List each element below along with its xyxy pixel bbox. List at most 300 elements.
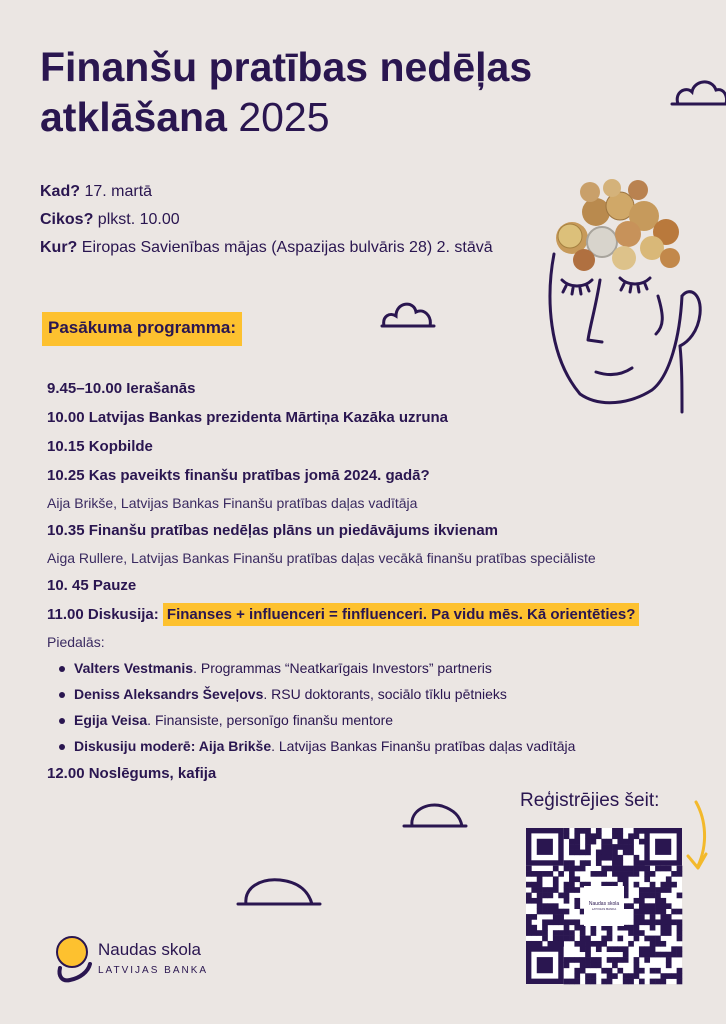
qr-module <box>655 952 661 958</box>
qr-module <box>553 919 559 925</box>
qr-module <box>607 957 613 963</box>
qr-module <box>639 903 645 909</box>
qr-module <box>558 893 564 899</box>
qr-module <box>548 871 554 877</box>
qr-module <box>677 893 683 899</box>
qr-module <box>634 962 640 968</box>
qr-module <box>531 898 537 904</box>
info-when: Kad? 17. martā <box>40 183 153 200</box>
qr-module <box>612 860 618 866</box>
qr-module <box>655 898 661 904</box>
qr-module <box>537 930 543 936</box>
qr-module <box>671 882 677 888</box>
qr-module <box>585 952 591 958</box>
qr-module <box>612 871 618 877</box>
info-place: Kur? Eiropas Savienības mājas (Aspazijas bulvāris 28) 2. stāvā <box>40 239 493 256</box>
qr-module <box>596 941 602 947</box>
qr-module <box>660 925 666 931</box>
qr-module <box>553 882 559 888</box>
qr-module <box>569 936 575 942</box>
qr-module <box>564 962 570 968</box>
qr-finder <box>537 839 553 855</box>
qr-module <box>650 871 656 877</box>
qr-module <box>655 893 661 899</box>
qr-module <box>564 887 570 893</box>
bullet-icon <box>59 744 65 750</box>
qr-module <box>526 941 532 947</box>
coin-logo-icon <box>54 934 94 984</box>
qr-module <box>650 909 656 915</box>
qr-module <box>580 941 586 947</box>
qr-module <box>639 828 645 834</box>
qr-module <box>585 860 591 866</box>
qr-module <box>634 936 640 942</box>
qr-module <box>612 957 618 963</box>
qr-module <box>564 957 570 963</box>
qr-module <box>580 860 586 866</box>
qr-module <box>580 930 586 936</box>
qr-module <box>548 887 554 893</box>
qr-module <box>639 979 645 985</box>
qr-module <box>612 866 618 872</box>
qr-module <box>526 871 532 877</box>
qr-module <box>639 946 645 952</box>
qr-module <box>644 909 650 915</box>
participant: Diskusiju moderē: Aija Brikše. Latvijas Bankas Finanšu pratības daļas vadītāja <box>59 733 697 759</box>
qr-module <box>574 839 580 845</box>
qr-module <box>655 866 661 872</box>
event-info <box>40 178 493 262</box>
qr-module <box>537 909 543 915</box>
qr-module <box>634 871 640 877</box>
qr-module <box>650 941 656 947</box>
qr-module <box>596 828 602 834</box>
qr-module <box>548 893 554 899</box>
qr-module <box>537 941 543 947</box>
qr-module <box>623 946 629 952</box>
qr-module <box>677 866 683 872</box>
qr-module <box>596 833 602 839</box>
qr-module <box>526 930 532 936</box>
qr-module <box>650 946 656 952</box>
qr-module <box>644 952 650 958</box>
qr-module <box>601 871 607 877</box>
program-item: 10.35 Finanšu pratības nedēļas plāns un piedāvājums ikvienam <box>47 522 499 539</box>
qr-module <box>574 903 580 909</box>
qr-module <box>574 973 580 979</box>
qr-module <box>553 866 559 872</box>
qr-module <box>628 973 634 979</box>
program-item: 9.45–10.00 Ierašanās <box>47 380 196 397</box>
qr-center-logo: Naudas skola LATVIJAS BANKA <box>584 886 624 926</box>
qr-module <box>591 833 597 839</box>
qr-module <box>531 930 537 936</box>
qr-module <box>585 844 591 850</box>
qr-module <box>585 941 591 947</box>
qr-module <box>580 968 586 974</box>
qr-module <box>655 979 661 985</box>
qr-module <box>639 860 645 866</box>
qr-module <box>564 936 570 942</box>
qr-module <box>537 871 543 877</box>
qr-module <box>639 839 645 845</box>
qr-module <box>553 903 559 909</box>
qr-module <box>617 946 623 952</box>
qr-module <box>639 893 645 899</box>
qr-module <box>628 833 634 839</box>
qr-module <box>639 887 645 893</box>
info-time: Cikos? plkst. 10.00 <box>40 211 180 228</box>
qr-module <box>612 850 618 856</box>
qr-module <box>574 979 580 985</box>
qr-module <box>623 866 629 872</box>
qr-module <box>558 871 564 877</box>
qr-module <box>531 871 537 877</box>
qr-module <box>564 893 570 899</box>
qr-module <box>660 979 666 985</box>
qr-module <box>639 930 645 936</box>
qr-module <box>617 968 623 974</box>
qr-module <box>569 957 575 963</box>
qr-module <box>526 914 532 920</box>
participant: Deniss Aleksandrs Ševeļovs. RSU doktorants, sociālo tīklu pētnieks <box>59 681 697 707</box>
qr-module <box>548 903 554 909</box>
qr-module <box>607 866 613 872</box>
qr-module <box>634 925 640 931</box>
qr-module <box>553 941 559 947</box>
cloud-icon <box>670 74 726 108</box>
qr-module <box>644 876 650 882</box>
qr-module <box>650 979 656 985</box>
qr-module <box>623 850 629 856</box>
qr-module <box>553 936 559 942</box>
qr-module <box>660 919 666 925</box>
qr-module <box>639 909 645 915</box>
program-item: 12.00 Noslēgums, kafija <box>47 765 217 782</box>
qr-module <box>569 979 575 985</box>
qr-module <box>634 957 640 963</box>
qr-module <box>526 893 532 899</box>
qr-module <box>644 946 650 952</box>
qr-module <box>607 968 613 974</box>
qr-module <box>574 876 580 882</box>
naudas-skola-logo <box>54 934 254 984</box>
qr-module <box>564 866 570 872</box>
logo-subtitle: LATVIJAS BANKA <box>98 965 209 976</box>
qr-module <box>585 973 591 979</box>
qr-module <box>574 957 580 963</box>
qr-module <box>677 936 683 942</box>
qr-module <box>531 925 537 931</box>
qr-module <box>542 925 548 931</box>
bullet-icon <box>59 718 65 724</box>
qr-module <box>671 973 677 979</box>
qr-module <box>548 941 554 947</box>
qr-module <box>569 871 575 877</box>
qr-module <box>591 962 597 968</box>
qr-module <box>574 968 580 974</box>
qr-module <box>634 833 640 839</box>
participant: Egija Veisa. Finansiste, personīgo finanšu mentore <box>59 707 697 733</box>
qr-module <box>607 936 613 942</box>
qr-module <box>601 941 607 947</box>
qr-module <box>601 936 607 942</box>
qr-module <box>596 871 602 877</box>
qr-module <box>601 979 607 985</box>
qr-module <box>553 909 559 915</box>
qr-module <box>628 941 634 947</box>
qr-module <box>666 919 672 925</box>
qr-module <box>660 898 666 904</box>
qr-module <box>574 925 580 931</box>
qr-module <box>607 855 613 861</box>
qr-module <box>601 850 607 856</box>
qr-module <box>558 919 564 925</box>
discussion-topic: Finanses + influenceri = finfluenceri. Pa vidu mēs. Kā orientēties? <box>163 603 639 626</box>
qr-module <box>644 893 650 899</box>
qr-module <box>574 828 580 834</box>
qr-module <box>548 909 554 915</box>
qr-module <box>537 893 543 899</box>
qr-module <box>585 850 591 856</box>
qr-module <box>644 903 650 909</box>
qr-module <box>569 919 575 925</box>
qr-module <box>574 941 580 947</box>
register-label: Reģistrējies šeit: <box>520 790 660 811</box>
qr-module <box>591 839 597 845</box>
qr-module <box>526 866 532 872</box>
qr-module <box>660 882 666 888</box>
qr-module <box>596 860 602 866</box>
qr-module <box>617 855 623 861</box>
qr-module <box>666 903 672 909</box>
qr-module <box>617 833 623 839</box>
qr-module <box>623 871 629 877</box>
program-list <box>47 374 697 788</box>
qr-module <box>644 957 650 963</box>
qr-module <box>634 909 640 915</box>
qr-module <box>569 930 575 936</box>
qr-module <box>526 919 532 925</box>
qr-module <box>569 887 575 893</box>
cloud-icon <box>402 800 468 830</box>
qr-module <box>617 866 623 872</box>
qr-module <box>650 882 656 888</box>
qr-module <box>617 876 623 882</box>
qr-module <box>634 968 640 974</box>
program-speaker: Aiga Rullere, Latvijas Bankas Finanšu pratības daļas vecākā finanšu pratības speciāliste <box>47 550 596 566</box>
qr-module <box>585 957 591 963</box>
qr-module <box>639 968 645 974</box>
qr-module <box>617 828 623 834</box>
qr-module <box>591 871 597 877</box>
qr-module <box>569 860 575 866</box>
qr-module <box>542 936 548 942</box>
qr-module <box>574 844 580 850</box>
participant: Valters Vestmanis. Programmas “Neatkarīgais Investors” partneris <box>59 655 697 681</box>
qr-module <box>666 914 672 920</box>
qr-module <box>617 957 623 963</box>
program-item: 10.00 Latvijas Bankas prezidenta Mārtiņa Kazāka uzruna <box>47 409 448 426</box>
qr-module <box>655 919 661 925</box>
qr-module <box>607 839 613 845</box>
qr-module <box>574 833 580 839</box>
qr-module <box>666 866 672 872</box>
qr-module <box>628 844 634 850</box>
qr-module <box>634 898 640 904</box>
bullet-icon <box>59 666 65 672</box>
page-title <box>40 42 600 142</box>
program-item: 10.25 Kas paveikts finanšu pratības jomā 2024. gadā? <box>47 467 430 484</box>
qr-module <box>634 930 640 936</box>
qr-module <box>677 946 683 952</box>
qr-module <box>677 871 683 877</box>
qr-module <box>655 909 661 915</box>
qr-module <box>612 828 618 834</box>
qr-module <box>660 909 666 915</box>
qr-module <box>531 887 537 893</box>
cloud-icon <box>380 298 436 330</box>
qr-module <box>591 930 597 936</box>
qr-module <box>607 979 613 985</box>
qr-module <box>655 936 661 942</box>
qr-module <box>650 887 656 893</box>
qr-module <box>596 850 602 856</box>
qr-module <box>601 839 607 845</box>
qr-module <box>580 936 586 942</box>
qr-module <box>628 979 634 985</box>
qr-module <box>580 850 586 856</box>
qr-module <box>612 962 618 968</box>
logo-name: Naudas skola <box>98 940 202 959</box>
qr-module <box>601 844 607 850</box>
qr-module <box>639 866 645 872</box>
qr-module <box>660 914 666 920</box>
qr-module <box>623 952 629 958</box>
qr-module <box>585 962 591 968</box>
qr-module <box>574 898 580 904</box>
qr-module <box>655 887 661 893</box>
qr-module <box>644 866 650 872</box>
qr-module <box>596 946 602 952</box>
qr-module <box>601 855 607 861</box>
qr-module <box>580 866 586 872</box>
qr-module <box>553 876 559 882</box>
qr-module <box>526 898 532 904</box>
qr-module <box>569 882 575 888</box>
qr-module <box>537 898 543 904</box>
qr-module <box>623 973 629 979</box>
qr-module <box>564 833 570 839</box>
qr-module <box>623 979 629 985</box>
qr-module <box>558 909 564 915</box>
qr-module <box>660 941 666 947</box>
qr-module <box>666 930 672 936</box>
qr-module <box>580 946 586 952</box>
qr-module <box>644 871 650 877</box>
qr-module <box>591 973 597 979</box>
qr-module <box>537 903 543 909</box>
qr-module <box>580 962 586 968</box>
qr-module <box>671 919 677 925</box>
qr-module <box>591 957 597 963</box>
qr-module <box>585 936 591 942</box>
qr-module <box>537 876 543 882</box>
qr-module <box>650 925 656 931</box>
program-speaker: Aija Brikše, Latvijas Bankas Finanšu pratības daļas vadītāja <box>47 495 418 511</box>
qr-module <box>612 844 618 850</box>
qr-module <box>628 925 634 931</box>
qr-module <box>634 914 640 920</box>
qr-module <box>553 887 559 893</box>
qr-module <box>526 882 532 888</box>
qr-module <box>569 876 575 882</box>
qr-finder <box>537 957 553 973</box>
qr-module <box>569 839 575 845</box>
qr-module <box>677 968 683 974</box>
qr-module <box>655 903 661 909</box>
qr-module <box>650 952 656 958</box>
qr-module <box>677 919 683 925</box>
registration-qr-code[interactable] <box>526 828 682 984</box>
qr-module <box>542 930 548 936</box>
qr-module <box>628 871 634 877</box>
bullet-icon <box>59 692 65 698</box>
qr-module <box>660 952 666 958</box>
qr-module <box>548 919 554 925</box>
qr-module <box>564 979 570 985</box>
qr-module <box>574 866 580 872</box>
qr-module <box>564 925 570 931</box>
program-item: 10.15 Kopbilde <box>47 438 153 455</box>
qr-module <box>660 887 666 893</box>
qr-module <box>607 946 613 952</box>
qr-module <box>542 919 548 925</box>
qr-module <box>617 860 623 866</box>
qr-module <box>639 914 645 920</box>
participants-list <box>47 655 697 759</box>
qr-module <box>634 828 640 834</box>
qr-module <box>531 914 537 920</box>
qr-module <box>558 930 564 936</box>
qr-finder <box>655 839 671 855</box>
qr-module <box>612 833 618 839</box>
qr-module <box>591 941 597 947</box>
qr-module <box>634 860 640 866</box>
qr-module <box>564 860 570 866</box>
qr-module <box>585 839 591 845</box>
qr-module <box>650 893 656 899</box>
qr-module <box>644 887 650 893</box>
qr-module <box>585 979 591 985</box>
qr-module <box>526 925 532 931</box>
qr-module <box>660 866 666 872</box>
qr-module <box>553 930 559 936</box>
participants-label: Piedalās: <box>47 634 105 650</box>
qr-module <box>677 909 683 915</box>
qr-module <box>639 952 645 958</box>
title-main: Finanšu pratības nedēļas atklāšana <box>40 44 533 140</box>
qr-module <box>617 871 623 877</box>
qr-module <box>607 973 613 979</box>
qr-module <box>644 936 650 942</box>
qr-module <box>585 833 591 839</box>
qr-module <box>655 968 661 974</box>
qr-module <box>623 844 629 850</box>
qr-module <box>677 952 683 958</box>
qr-module <box>677 925 683 931</box>
qr-module <box>580 828 586 834</box>
